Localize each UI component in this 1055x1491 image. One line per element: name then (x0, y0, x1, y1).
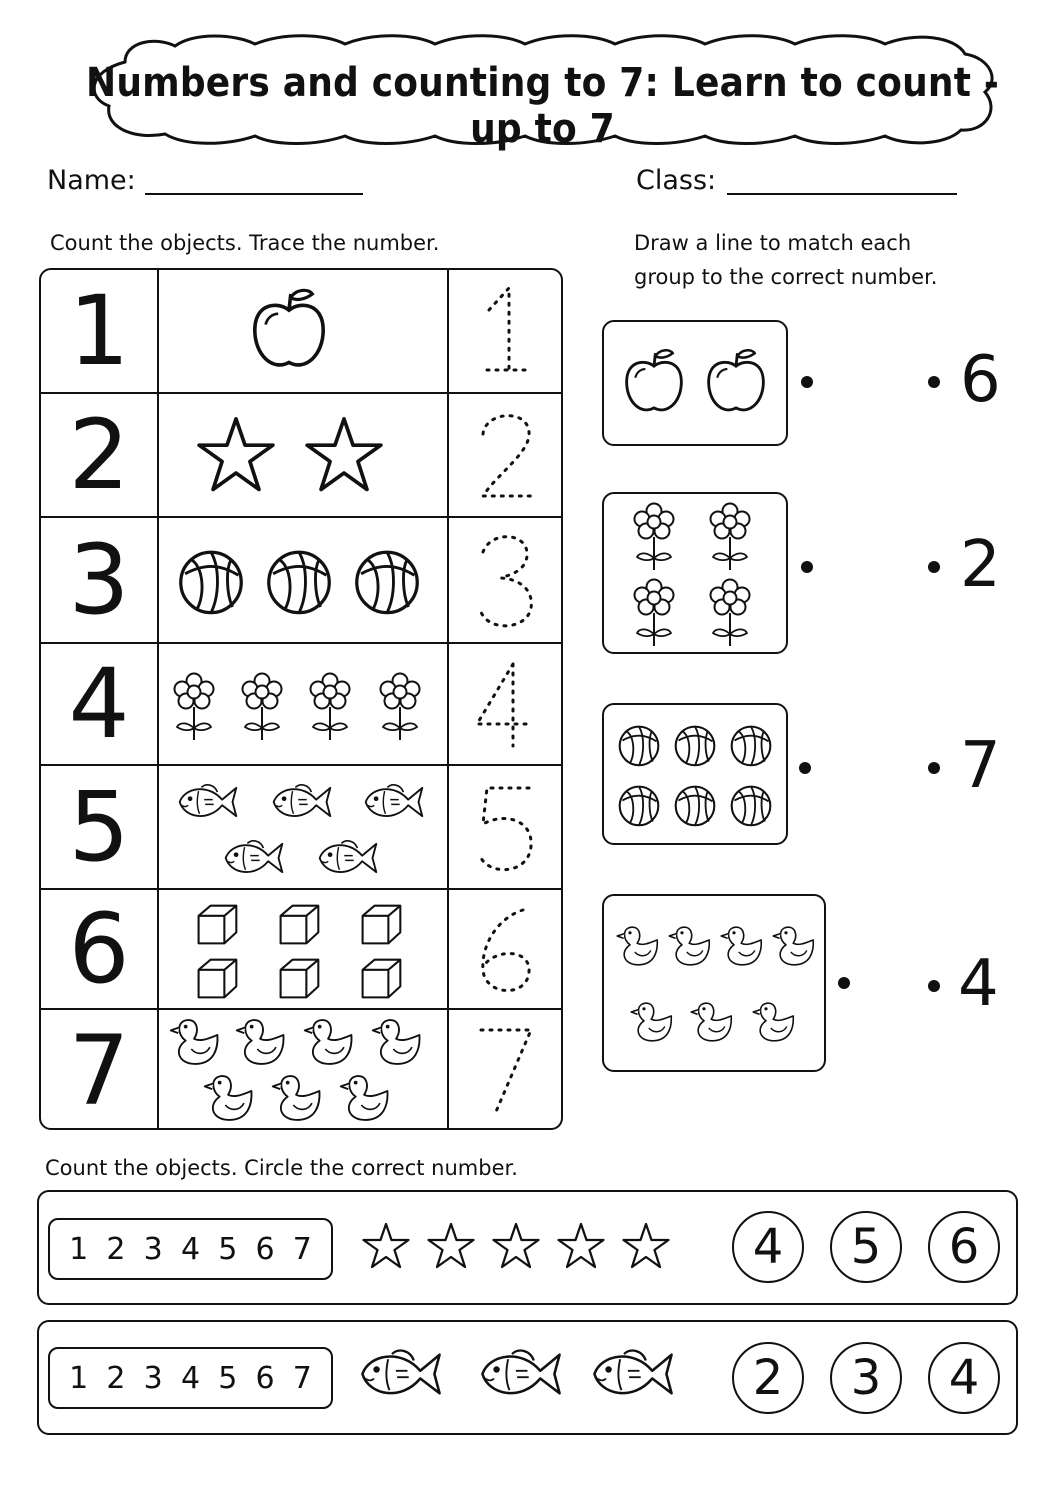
number-line-digit: 1 (69, 1360, 89, 1396)
fish-icon (356, 1340, 446, 1408)
row-number: 2 (68, 399, 130, 511)
objects-cell (157, 766, 447, 888)
dotted-trace-icon (447, 270, 563, 394)
match-number: 6 (960, 343, 1001, 417)
fish-icon (315, 834, 381, 882)
table-row (41, 270, 561, 394)
number-line-digit: 1 (69, 1231, 89, 1267)
row-number: 7 (68, 1015, 130, 1127)
number-line-digit: 6 (255, 1360, 275, 1396)
match-number: 2 (960, 528, 1001, 602)
match-dot-right[interactable] (928, 376, 940, 388)
trace-table (39, 268, 563, 1130)
apple-icon (700, 344, 772, 420)
star-icon (556, 1220, 606, 1272)
duck-icon (770, 920, 818, 972)
trace-number-5[interactable] (447, 766, 563, 888)
objects-cell (157, 1010, 447, 1130)
star-icon (426, 1220, 476, 1272)
cube-icon (191, 956, 243, 1002)
match-number: 7 (960, 729, 1001, 803)
trace-number-6[interactable] (447, 890, 563, 1008)
duck-icon (301, 1016, 357, 1068)
flower-icon (704, 578, 756, 648)
star-icon (361, 1220, 411, 1272)
table-row (41, 644, 561, 766)
ball-icon (351, 544, 423, 618)
number-line (48, 1347, 333, 1409)
flower-icon (169, 666, 219, 748)
class-label: Class: (636, 165, 717, 196)
ball-icon (728, 721, 774, 769)
match-dot-right[interactable] (928, 980, 940, 992)
duck-icon (369, 1016, 425, 1068)
match-group-balls (602, 703, 788, 845)
match-dot-right[interactable] (928, 561, 940, 573)
cube-icon (191, 902, 243, 948)
duck-icon (718, 920, 766, 972)
number-line-digit: 3 (143, 1231, 163, 1267)
trace-number-3[interactable] (447, 518, 563, 642)
row-number: 3 (68, 524, 130, 636)
table-row (41, 518, 561, 644)
number-line-digit: 4 (180, 1360, 201, 1396)
apple-icon (618, 344, 690, 420)
duck-icon (337, 1072, 393, 1124)
trace-instruction: Count the objects. Trace the number. (50, 231, 440, 255)
fish-icon (269, 778, 335, 826)
number-line-digit: 4 (180, 1231, 201, 1267)
flower-icon (237, 666, 287, 748)
dotted-trace-icon (447, 644, 563, 766)
page-title: Numbers and counting to 7: Learn to count - up to 7 (86, 60, 999, 152)
ball-icon (616, 781, 662, 829)
ball-icon (616, 721, 662, 769)
class-field[interactable] (727, 193, 957, 195)
flower-icon (628, 578, 680, 648)
ball-icon (728, 781, 774, 829)
number-line-digit: 5 (218, 1360, 238, 1396)
dotted-trace-icon (447, 518, 563, 644)
duck-icon (688, 996, 736, 1048)
duck-icon (614, 920, 662, 972)
star-icon (621, 1220, 671, 1272)
flower-icon (628, 502, 680, 572)
circle-instruction: Count the objects. Circle the correct number. (45, 1156, 518, 1180)
duck-icon (628, 996, 676, 1048)
number-line-digit: 3 (143, 1360, 163, 1396)
duck-icon (666, 920, 714, 972)
row-number: 5 (68, 771, 130, 883)
number-line-digit: 2 (106, 1231, 126, 1267)
duck-icon (201, 1072, 257, 1124)
star-icon (491, 1220, 541, 1272)
dotted-trace-icon (447, 766, 563, 890)
fish-icon (175, 778, 241, 826)
match-group-flowers (602, 492, 788, 654)
cube-icon (273, 956, 325, 1002)
match-dot-left[interactable] (838, 977, 850, 989)
ball-icon (672, 721, 718, 769)
trace-number-1[interactable] (447, 270, 563, 392)
duck-icon (750, 996, 798, 1048)
name-label: Name: (47, 165, 136, 196)
answer-choice[interactable]: 5 (830, 1211, 902, 1283)
objects-cell (157, 394, 447, 516)
number-line-digit: 2 (106, 1360, 126, 1396)
objects-cell (157, 518, 447, 642)
dotted-trace-icon (447, 890, 563, 1010)
fish-icon (221, 834, 287, 882)
table-row (41, 890, 561, 1010)
cube-icon (355, 956, 407, 1002)
number-line (48, 1218, 333, 1280)
star-icon (195, 412, 277, 498)
ball-icon (672, 781, 718, 829)
duck-icon (233, 1016, 289, 1068)
table-row (41, 1010, 561, 1130)
row-number: 6 (68, 893, 130, 1005)
trace-number-2[interactable] (447, 394, 563, 516)
star-icon (303, 412, 385, 498)
ball-icon (175, 544, 247, 618)
answer-choice[interactable]: 2 (732, 1342, 804, 1414)
duck-icon (269, 1072, 325, 1124)
name-field[interactable] (145, 193, 363, 195)
row-number: 1 (68, 275, 130, 387)
answer-choice[interactable]: 4 (928, 1342, 1000, 1414)
match-dot-right[interactable] (928, 762, 940, 774)
match-group-apples (602, 320, 788, 446)
objects-cell (157, 890, 447, 1008)
match-dot-left[interactable] (799, 762, 811, 774)
number-line-digit: 6 (255, 1231, 275, 1267)
flower-icon (375, 666, 425, 748)
table-row (41, 766, 561, 890)
match-dot-left[interactable] (801, 376, 813, 388)
match-group-ducks (602, 894, 826, 1072)
answer-choice[interactable]: 3 (830, 1342, 902, 1414)
fish-icon (361, 778, 427, 826)
apple-icon (244, 284, 334, 376)
match-instruction-line1: Draw a line to match each (634, 231, 912, 255)
cube-icon (273, 902, 325, 948)
fish-icon (588, 1340, 678, 1408)
fish-icon (476, 1340, 566, 1408)
match-dot-left[interactable] (801, 561, 813, 573)
table-row (41, 394, 561, 518)
dotted-trace-icon (447, 1010, 563, 1130)
match-number: 4 (958, 947, 999, 1021)
match-instruction-line2: group to the correct number. (634, 265, 938, 289)
objects-cell (157, 644, 447, 764)
number-line-digit: 7 (292, 1231, 312, 1267)
number-line-digit: 7 (292, 1360, 312, 1396)
dotted-trace-icon (447, 394, 563, 518)
answer-choice[interactable]: 4 (732, 1211, 804, 1283)
flower-icon (704, 502, 756, 572)
trace-number-4[interactable] (447, 644, 563, 764)
answer-choice[interactable]: 6 (928, 1211, 1000, 1283)
flower-icon (305, 666, 355, 748)
objects-cell (157, 270, 447, 392)
number-line-digit: 5 (218, 1231, 238, 1267)
cube-icon (355, 902, 407, 948)
duck-icon (167, 1016, 223, 1068)
trace-number-7[interactable] (447, 1010, 563, 1130)
ball-icon (263, 544, 335, 618)
row-number: 4 (68, 648, 130, 760)
